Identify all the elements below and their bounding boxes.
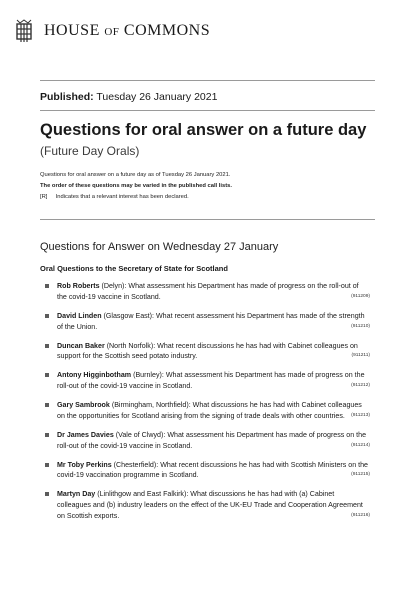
question-ref: (911216) (351, 513, 370, 519)
site-header (14, 18, 210, 44)
question-text: What assessment his Department has made of progress on the roll-out of the covid-19 vaccine in Scotland. (57, 430, 367, 450)
question-item (40, 281, 370, 303)
bullet-icon (45, 492, 49, 496)
intro-line-3 (40, 192, 370, 203)
question-ref: (911214) (351, 442, 370, 448)
question-ref: (911212) (351, 383, 370, 389)
subsection-heading: Oral Questions to the Secretary of State for Scotland (40, 264, 228, 273)
question-ref: (911215) (351, 472, 370, 478)
question-constituency: (Burnley): (133, 371, 164, 380)
question-text: What discussions he has had with (a) Cabinet colleagues and (b) industry leaders on the effect of the UK-EU Trade and Cooperation Agreement on Scottish exports. (57, 490, 363, 521)
question-constituency: (Glasgow East): (103, 311, 154, 320)
published-label: Published: (40, 91, 94, 103)
question-ref: (911210) (351, 323, 370, 329)
relevant-interest-tag: [R] (40, 194, 48, 200)
question-item (40, 489, 370, 521)
question-item (40, 460, 370, 482)
divider-section (40, 219, 375, 220)
bullet-icon (45, 284, 49, 288)
intro-notes (40, 170, 370, 203)
brand-of: OF (104, 26, 120, 38)
question-member: Antony Higginbotham (57, 371, 132, 380)
question-member: Rob Roberts (57, 282, 100, 290)
question-text: What discussions he has had with Cabinet colleagues on the opportunities for Scotland arising from the signing of trade deals with other countries. (57, 401, 362, 420)
brand-commons: COMMONS (123, 22, 211, 39)
question-constituency: (Vale of Clwyd): (115, 430, 166, 439)
question-member: Martyn Day (57, 490, 96, 499)
brand-wordmark (44, 22, 210, 40)
question-ref: (911209) (351, 293, 370, 299)
question-item (40, 430, 370, 452)
question-constituency: (Birmingham, Northfield): (111, 401, 191, 410)
question-member: Dr James Davies (57, 430, 114, 439)
bullet-icon (45, 344, 49, 348)
question-member: David Linden (57, 311, 102, 320)
intro-line-1: Questions for oral answer on a future day as of Tuesday 26 January 2021. (40, 172, 231, 178)
published-line (40, 91, 217, 103)
relevant-interest-note: Indicates that a relevant interest has been declared. (55, 194, 189, 200)
question-member: Duncan Baker (57, 341, 105, 350)
question-constituency: (Delyn): (101, 282, 127, 290)
question-ref: (911211) (351, 353, 370, 359)
questions-list (40, 281, 370, 530)
divider-top (40, 80, 375, 81)
question-item (40, 400, 370, 422)
page-title: Questions for oral answer on a future day (40, 121, 367, 139)
question-text: What recent assessment his Department has made of the strength of the Union. (57, 311, 365, 331)
published-date: Tuesday 26 January 2021 (96, 91, 218, 103)
question-ref: (911213) (351, 412, 370, 418)
question-item (40, 341, 370, 363)
intro-line-2: The order of these questions may be varied in the published call lists. (40, 183, 232, 189)
question-constituency: (Chesterfield): (113, 460, 159, 469)
brand-house: HOUSE (44, 22, 100, 39)
bullet-icon (45, 463, 49, 467)
question-text: What recent discussions he has had with Cabinet colleagues on support for the Scottish seed potato industry. (57, 341, 358, 361)
question-constituency: (Linlithgow and East Falkirk): (97, 490, 189, 499)
bullet-icon (45, 433, 49, 437)
bullet-icon (45, 373, 49, 377)
page-subtitle: (Future Day Orals) (40, 144, 140, 158)
question-text: What recent discussions he has had with Scottish Ministers on the covid-19 vaccination programme in Scotland. (57, 460, 368, 480)
question-text: What assessment his Department has made of progress on the roll-out of the covid-19 vaccine in Scotland. (57, 371, 365, 391)
question-constituency: (North Norfolk): (106, 341, 156, 350)
section-heading: Questions for Answer on Wednesday 27 January (40, 241, 279, 253)
divider-published (40, 110, 375, 111)
question-text: What assessment his Department has made of progress on the roll-out of the covid-19 vaccine in Scotland. (57, 282, 359, 301)
bullet-icon (45, 314, 49, 318)
question-member: Gary Sambrook (57, 401, 110, 410)
question-item (40, 311, 370, 333)
question-member: Mr Toby Perkins (57, 460, 112, 469)
bullet-icon (45, 403, 49, 407)
portcullis-icon (14, 18, 34, 44)
question-item (40, 370, 370, 392)
